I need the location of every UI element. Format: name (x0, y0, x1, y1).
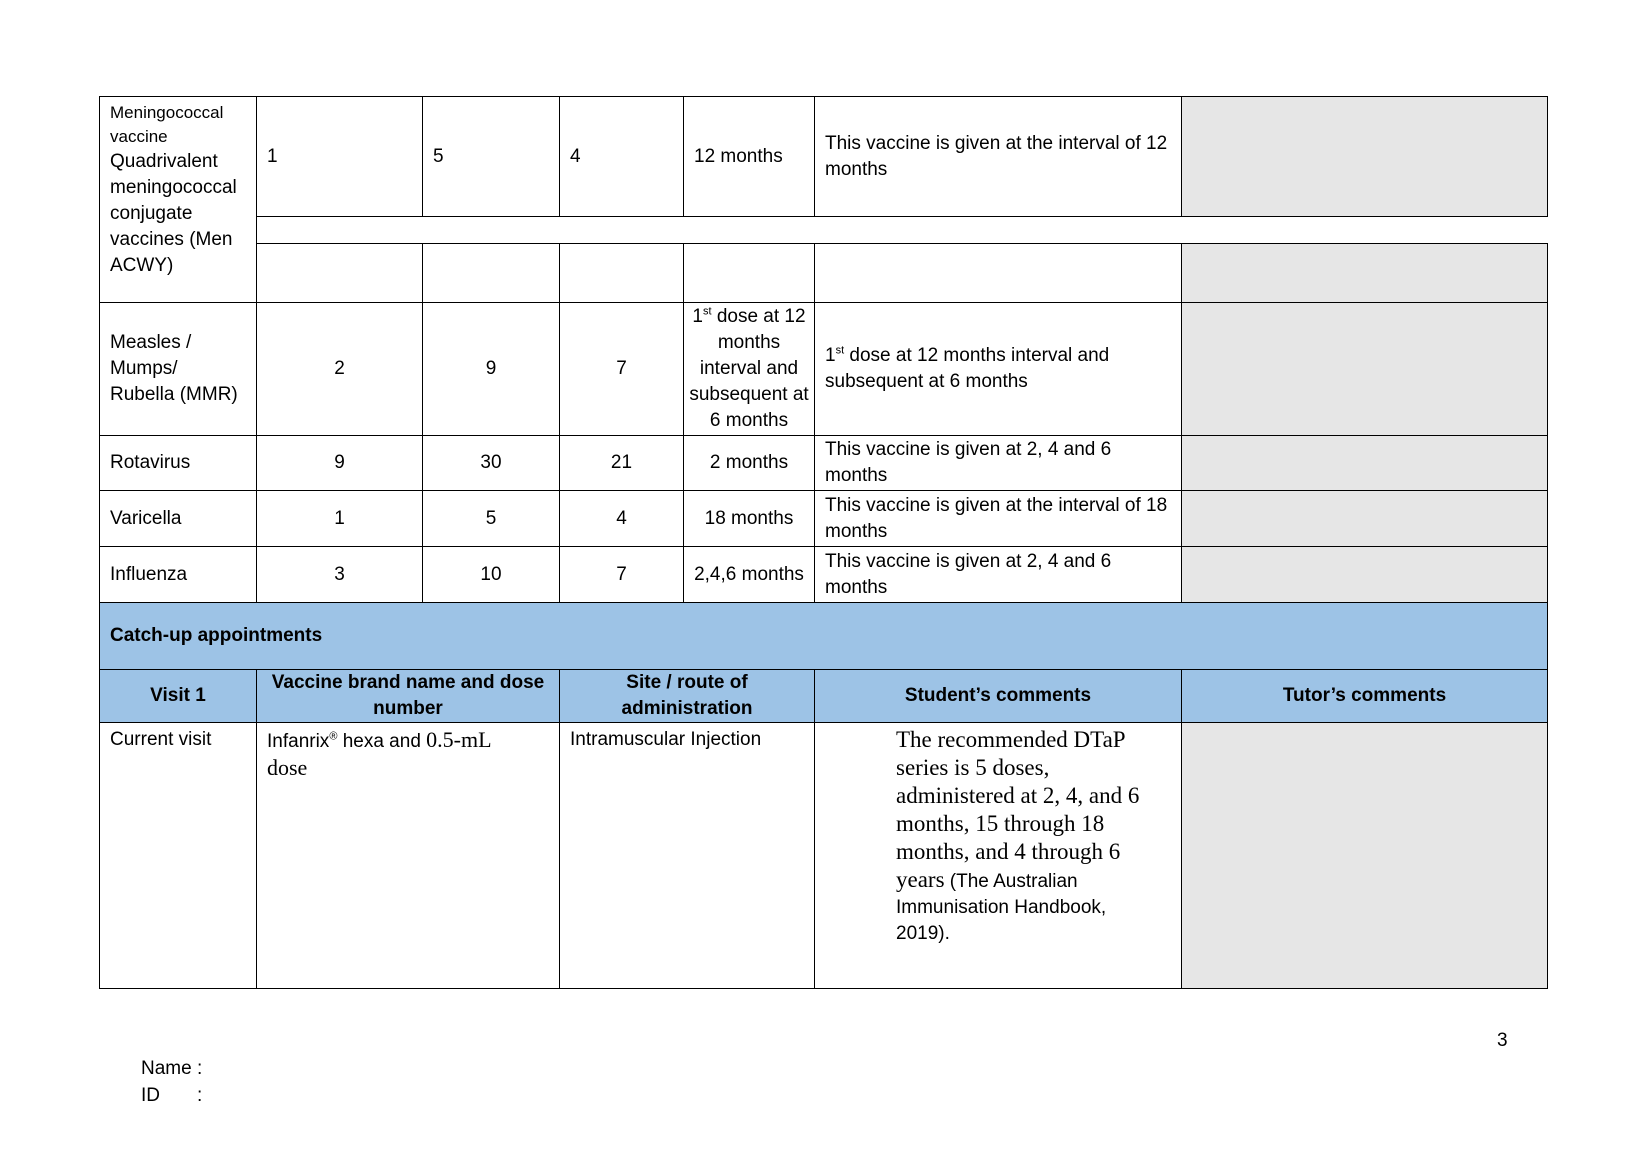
header-visit: Visit 1 (100, 670, 257, 723)
value-cell: 3 (257, 547, 423, 603)
spacer-row (100, 217, 1548, 244)
table-row (100, 723, 1548, 989)
vaccine-name-cell: Varicella (100, 491, 257, 547)
value-cell: 21 (560, 436, 684, 491)
value-cell: 7 (560, 303, 684, 436)
table-row (100, 303, 1548, 436)
interval-cell: 2,4,6 months (684, 547, 815, 603)
table-row (100, 436, 1548, 491)
value-cell: 5 (423, 97, 560, 217)
table-row (100, 547, 1548, 603)
interval-cell: 12 months (684, 97, 815, 217)
tutor-cell (1182, 244, 1548, 303)
column-header-row (100, 670, 1548, 723)
table-row (100, 491, 1548, 547)
tutor-cell (1182, 491, 1548, 547)
student-comment-cell: The recommended DTaP series is 5 doses, administered at 2, 4, and 6 months, 15 through 18 months, and 4 through 6 years (The Australian Immunisation Handbook, 2019). (815, 723, 1182, 989)
vaccine-name-cell: Rotavirus (100, 436, 257, 491)
value-cell: 4 (560, 97, 684, 217)
value-cell: 5 (423, 491, 560, 547)
vaccine-name-line1: Meningococcal vaccine (110, 103, 224, 146)
vaccine-name-cell: Influenza (100, 547, 257, 603)
value-cell: 30 (423, 436, 560, 491)
interval-cell: 18 months (684, 491, 815, 547)
note-cell: 1st dose at 12 months interval and subsequent at 6 months (815, 303, 1182, 436)
brand-cell: Infanrix® hexa and 0.5-mL dose (257, 723, 560, 989)
header-brand: Vaccine brand name and dose number (257, 670, 560, 723)
header-site: Site / route of administration (560, 670, 815, 723)
value-cell: 7 (560, 547, 684, 603)
interval-cell: 1st dose at 12 months interval and subsequent at 6 months (684, 303, 815, 436)
value-cell: 10 (423, 547, 560, 603)
visit-cell: Current visit (100, 723, 257, 989)
value-cell: 1 (257, 97, 423, 217)
section-title: Catch-up appointments (100, 603, 1548, 670)
vaccine-table (99, 96, 1548, 989)
note-cell: This vaccine is given at the interval of 18 months (815, 491, 1182, 547)
value-cell: 9 (423, 303, 560, 436)
header-tutor-comments: Tutor’s comments (1182, 670, 1548, 723)
table-row (100, 244, 1548, 303)
vaccine-name-cell: Measles / Mumps/ Rubella (MMR) (100, 303, 257, 436)
tutor-cell (1182, 547, 1548, 603)
page-number: 3 (1497, 1030, 1508, 1051)
section-header-row (100, 603, 1548, 670)
value-cell: 4 (560, 491, 684, 547)
site-cell: Intramuscular Injection (560, 723, 815, 989)
tutor-cell (1182, 303, 1548, 436)
tutor-comment-cell (1182, 723, 1548, 989)
note-cell: This vaccine is given at 2, 4 and 6 months (815, 547, 1182, 603)
id-field: ID : (141, 1085, 203, 1106)
tutor-cell (1182, 97, 1548, 217)
note-cell: This vaccine is given at 2, 4 and 6 months (815, 436, 1182, 491)
value-cell: 1 (257, 491, 423, 547)
vaccine-name-line2: Quadrivalent meningococcal conjugate vaccines (Men ACWY) (110, 151, 237, 276)
vaccine-name-cell (100, 97, 257, 303)
interval-cell: 2 months (684, 436, 815, 491)
note-cell: This vaccine is given at the interval of 12 months (815, 97, 1182, 217)
header-student-comments: Student’s comments (815, 670, 1182, 723)
value-cell: 9 (257, 436, 423, 491)
name-field: Name : (141, 1058, 203, 1079)
value-cell: 2 (257, 303, 423, 436)
tutor-cell (1182, 436, 1548, 491)
table-row (100, 97, 1548, 217)
